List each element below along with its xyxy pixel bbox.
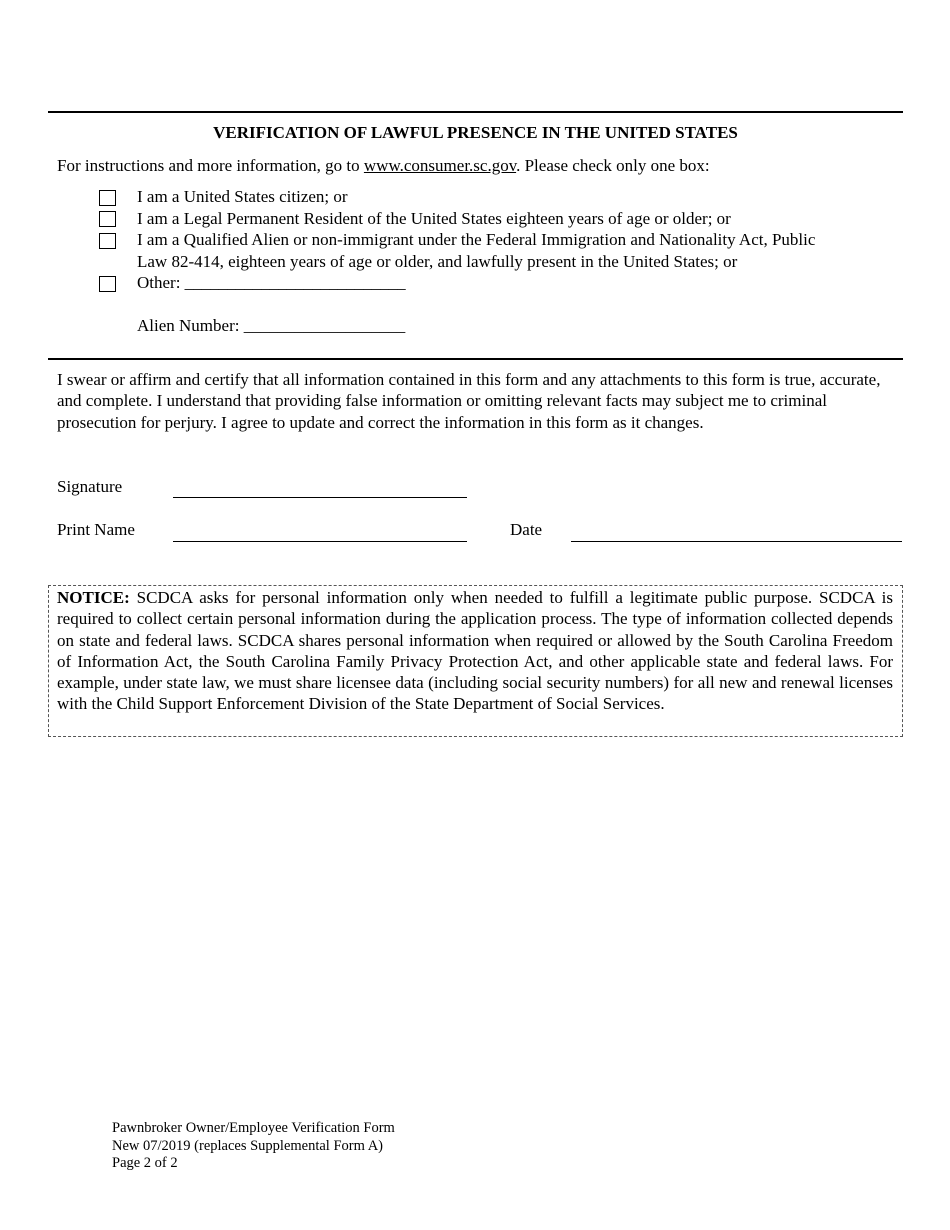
qualified-alien-checkbox[interactable] <box>99 233 116 249</box>
attestation-statement: I swear or affirm and certify that all information contained in this form and any attachments to this form is true, accurate, and complete. I understand that providing false information or omitting relevant facts may subject me to criminal prosecution for perjury. I agree to update and correct the information in this form as it changes. <box>57 370 881 432</box>
option-permanent-resident-label: I am a Legal Permanent Resident of the United States eighteen years of age or older; or <box>137 209 731 228</box>
print-name-line[interactable] <box>173 541 467 542</box>
form-title: VERIFICATION OF LAWFUL PRESENCE IN THE UNITED STATES <box>213 123 738 142</box>
consumer-website-link[interactable]: www.consumer.sc.gov <box>363 156 517 175</box>
citizen-checkbox[interactable] <box>99 190 116 206</box>
footer-form-name: Pawnbroker Owner/Employee Verification Form <box>112 1120 395 1136</box>
option-qualified-alien-label-continued: Law 82-414, eighteen years of age or older, and lawfully present in the United States; or <box>137 252 738 271</box>
top-divider <box>48 111 903 113</box>
instructions-text <box>57 156 710 176</box>
option-citizen-label: I am a United States citizen; or <box>137 187 348 206</box>
signature-line[interactable] <box>173 497 467 498</box>
notice-body: SCDCA asks for personal information only when needed to fulfill a legitimate public purpose. SCDCA is required to collect certain personal information during the application process. The type of information collected depends on state and federal laws. SCDCA shares personal information when required or allowed by the South Carolina Freedom of Information Act, the South Carolina Family Privacy Protection Act, and other applicable state and federal laws. For example, under state law, we must share licensee data (including social security numbers) for all new and renewal licenses with the Child Support Enforcement Division of the State Department of Social Services. <box>57 588 893 714</box>
option-qualified-alien-label: I am a Qualified Alien or non-immigrant under the Federal Immigration and Nationality Act, Public <box>137 230 816 249</box>
footer-revision: New 07/2019 (replaces Supplemental Form A) <box>112 1137 384 1154</box>
print-name-label: Print Name <box>57 520 135 539</box>
intro-suffix: . Please check only one box: <box>516 156 710 175</box>
notice-heading: NOTICE: <box>57 588 130 607</box>
other-checkbox[interactable] <box>99 276 116 292</box>
option-other-field[interactable]: Other: __________________________ <box>137 273 406 292</box>
footer-page-number: Page 2 of 2 <box>112 1155 178 1171</box>
intro-prefix: For instructions and more information, go to <box>57 156 364 175</box>
privacy-notice <box>48 585 903 737</box>
date-label: Date <box>510 520 543 539</box>
page-footer <box>112 1120 395 1173</box>
middle-divider <box>48 358 903 360</box>
date-line[interactable] <box>571 541 902 542</box>
alien-number-field[interactable]: Alien Number: ___________________ <box>137 316 406 335</box>
permanent-resident-checkbox[interactable] <box>99 211 116 227</box>
signature-label: Signature <box>57 477 123 496</box>
